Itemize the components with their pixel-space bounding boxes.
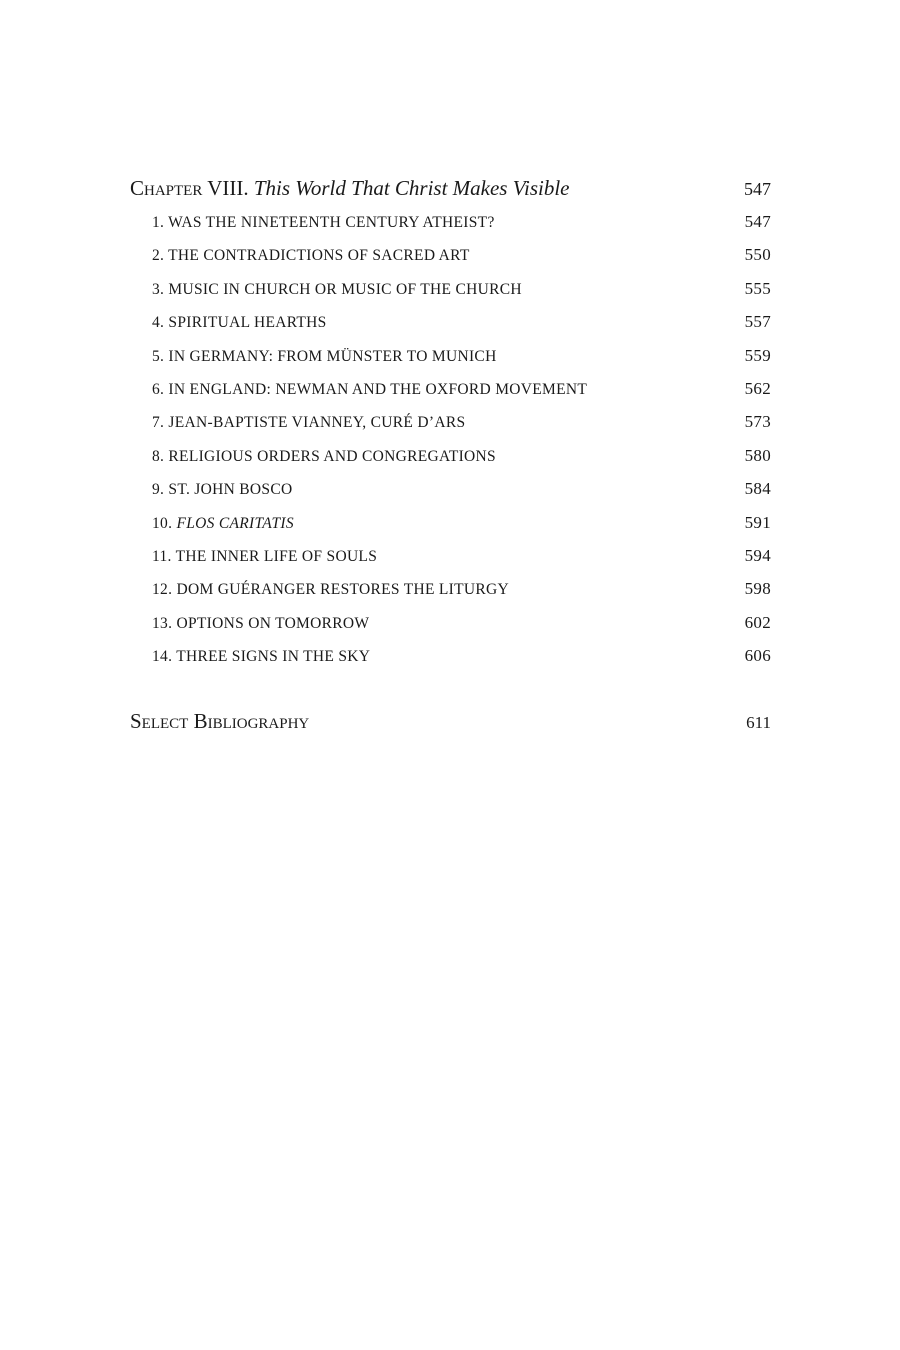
toc-entry-page: 591 bbox=[744, 512, 771, 532]
toc-entry-number: 3. bbox=[152, 280, 165, 298]
toc-entry bbox=[130, 513, 771, 546]
toc-entry-text: JEAN-BAPTISTE VIANNEY, CURÉ D’ARS bbox=[168, 414, 466, 432]
toc-entry-page: 550 bbox=[744, 245, 771, 265]
toc-entry-title bbox=[152, 281, 522, 299]
toc-entry-number: 12. bbox=[152, 581, 173, 599]
toc-entry bbox=[130, 312, 771, 345]
toc-entry-number: 13. bbox=[152, 614, 173, 632]
toc-entry-number: 5. bbox=[152, 347, 165, 365]
toc-entry bbox=[130, 579, 771, 612]
toc-entry-number: 10. bbox=[152, 514, 173, 532]
toc-entry-page: 559 bbox=[744, 345, 771, 365]
toc-entry-text: THE INNER LIFE OF SOULS bbox=[175, 547, 378, 565]
toc-entry-page: 594 bbox=[744, 545, 771, 565]
toc-entry-page: 557 bbox=[744, 312, 771, 332]
toc-entry-number: 4. bbox=[152, 314, 165, 332]
toc-entry-text: MUSIC IN CHURCH OR MUSIC OF THE CHURCH bbox=[168, 280, 522, 298]
toc-entry-text: WAS THE NINETEENTH CENTURY ATHEIST? bbox=[168, 214, 495, 231]
toc-entry-text: FLOS CARITATIS bbox=[176, 514, 294, 532]
toc-entry-title bbox=[152, 515, 294, 533]
chapter-title bbox=[130, 176, 570, 201]
toc-entry bbox=[130, 379, 771, 412]
toc-entry-title bbox=[152, 581, 509, 599]
toc-entry-page: 555 bbox=[744, 278, 771, 298]
toc-entry-page: 547 bbox=[744, 212, 771, 231]
toc-entry-number: 1. bbox=[152, 214, 165, 231]
toc-entry bbox=[130, 613, 771, 646]
chapter-heading bbox=[130, 176, 771, 212]
toc-entry-page: 602 bbox=[744, 612, 771, 632]
toc-entry-text: IN ENGLAND: NEWMAN AND THE OXFORD MOVEMENT bbox=[168, 380, 588, 398]
toc-entry-number: 8. bbox=[152, 447, 165, 465]
chapter-subtitle: This World That Christ Makes Visible bbox=[253, 176, 570, 200]
bibliography-label: Select Bibliography bbox=[130, 709, 310, 734]
toc-entry-page: 584 bbox=[744, 479, 771, 499]
toc-entry-title bbox=[152, 481, 292, 499]
toc-entry-title bbox=[152, 548, 377, 566]
toc-entry-title bbox=[152, 247, 470, 265]
toc-entry-text: SPIRITUAL HEARTHS bbox=[168, 314, 327, 332]
toc-entry-text: ST. JOHN BOSCO bbox=[168, 481, 293, 499]
toc-entry-page: 562 bbox=[744, 378, 771, 398]
toc-entry-title bbox=[152, 381, 587, 399]
table-of-contents bbox=[130, 176, 771, 745]
toc-entry-page: 598 bbox=[744, 579, 771, 599]
bibliography-page: 611 bbox=[746, 713, 771, 733]
toc-entry-page: 606 bbox=[744, 646, 771, 666]
toc-entry-title bbox=[152, 648, 370, 666]
toc-entry-title bbox=[152, 448, 496, 466]
toc-entry-page: 580 bbox=[744, 445, 771, 465]
toc-entry bbox=[130, 646, 771, 679]
toc-entry bbox=[130, 412, 771, 445]
toc-entry bbox=[130, 446, 771, 479]
toc-entry bbox=[130, 346, 771, 379]
chapter-label: Chapter VIII. bbox=[130, 176, 249, 200]
toc-entry-number: 9. bbox=[152, 481, 165, 499]
toc-entry bbox=[130, 279, 771, 312]
toc-entry-title bbox=[152, 214, 495, 232]
toc-entry-text: DOM GUÉRANGER RESTORES THE LITURGY bbox=[176, 581, 510, 599]
toc-entry-text: THREE SIGNS IN THE SKY bbox=[176, 648, 371, 666]
toc-entry-title bbox=[152, 348, 497, 366]
toc-entry-number: 6. bbox=[152, 380, 165, 398]
toc-entry-text: OPTIONS ON TOMORROW bbox=[176, 614, 370, 632]
toc-entry-title bbox=[152, 414, 465, 432]
toc-entry-page: 573 bbox=[744, 412, 771, 432]
toc-entry-number: 7. bbox=[152, 414, 165, 432]
toc-entry-text: THE CONTRADICTIONS OF SACRED ART bbox=[168, 247, 470, 265]
toc-entry-number: 14. bbox=[152, 648, 173, 666]
toc-entry-title bbox=[152, 314, 327, 332]
toc-entry-number: 2. bbox=[152, 247, 165, 265]
chapter-page-number: 547 bbox=[744, 179, 771, 199]
toc-entry-text: RELIGIOUS ORDERS AND CONGREGATIONS bbox=[168, 447, 496, 465]
bibliography-entry bbox=[130, 709, 771, 745]
toc-entry-title bbox=[152, 615, 369, 633]
toc-entry bbox=[130, 479, 771, 512]
toc-entry bbox=[130, 546, 771, 579]
toc-entry bbox=[130, 245, 771, 278]
toc-entry-number: 11. bbox=[152, 547, 172, 565]
toc-entry bbox=[130, 212, 771, 245]
toc-entry-text: IN GERMANY: FROM MÜNSTER TO MUNICH bbox=[168, 347, 497, 365]
